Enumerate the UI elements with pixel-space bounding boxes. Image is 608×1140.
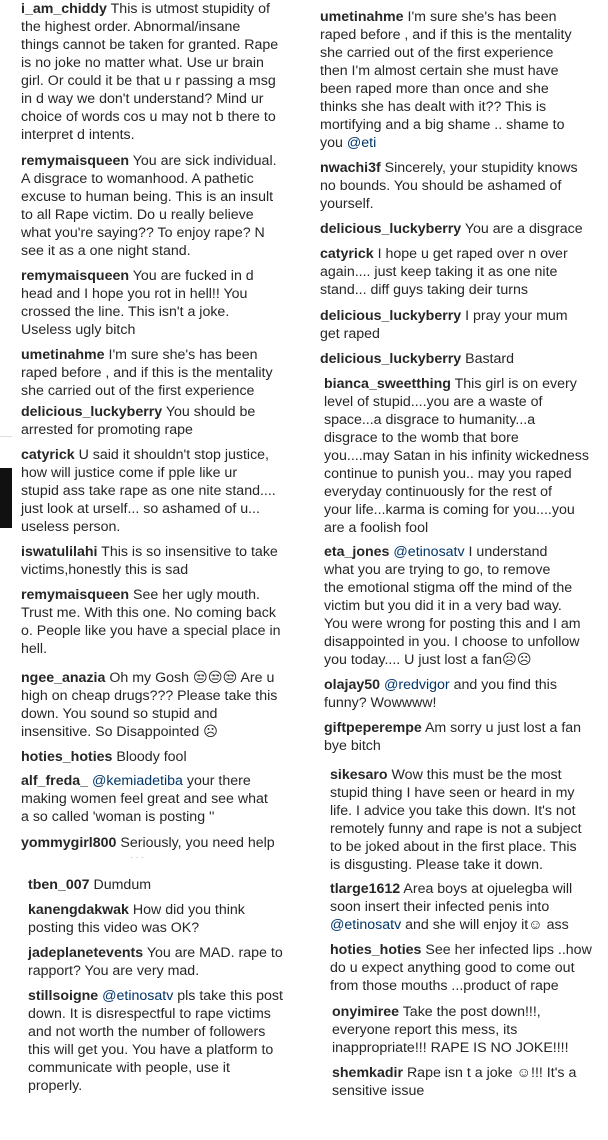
comment-text: You should be arrested for promoting rape: [21, 404, 256, 438]
comment-username[interactable]: i_am_chiddy: [21, 1, 107, 17]
comment-username[interactable]: umetinahme: [21, 347, 105, 363]
comment-text: I pray your mum get raped: [320, 308, 568, 342]
comment-text: Rape isn t a joke ☺!!! It's a sensitive issue: [332, 1065, 577, 1099]
comment-username[interactable]: catyrick: [320, 246, 374, 262]
comment-text: You are sick individual. A disgrace to womanhood. A pathetic excuse to human being. This is an insult to all Rape victim. Do u really believe what you're saying?? To enjoy rape? N see it as a one night stand.: [21, 153, 277, 259]
edge-fragment: [0, 468, 12, 528]
comment-text: Sincerely, your stupidity knows no bounds. You should be ashamed of yourself.: [320, 160, 578, 212]
comment: [28, 901, 300, 937]
comment-username[interactable]: nwachi3f: [320, 160, 381, 176]
comment: [320, 307, 600, 343]
comment-username[interactable]: umetinahme: [320, 9, 404, 25]
comment: [21, 586, 301, 658]
comment: [330, 880, 600, 934]
comment: [324, 719, 600, 755]
comment-username[interactable]: remymaisqueen: [21, 587, 130, 603]
comment: [324, 676, 600, 712]
comment: [21, 772, 301, 826]
comment-text: U said it shouldn't stop justice, how will justice come if pple like ur stupid ass take rape as one nite stand.... just look at urself... so ashamed of u... useless person.: [21, 447, 276, 535]
comment-text: Bloody fool: [116, 749, 187, 765]
comment: [28, 944, 300, 980]
comment-mention[interactable]: @etinosatv: [102, 988, 174, 1004]
comment: [21, 267, 301, 339]
comment-mention[interactable]: @eti: [346, 135, 377, 151]
comment-text: Bastard: [465, 351, 515, 367]
comment-text: and you find this funny? Wowwww!: [324, 677, 557, 711]
comment-username[interactable]: catyrick: [21, 447, 75, 463]
divider: [0, 436, 12, 437]
comment: [21, 152, 301, 260]
comment-username[interactable]: shemkadir: [332, 1065, 403, 1081]
comment-username[interactable]: tlarge1612: [330, 881, 401, 897]
comment-text: I'm sure she's has been raped before , and if this is the mentality she carried out of the first experience: [21, 347, 273, 399]
comment-username[interactable]: olajay50: [324, 677, 381, 693]
comment-username[interactable]: alf_freda_: [21, 773, 89, 789]
comment: [332, 1064, 600, 1100]
comment-text: You are a disgrace: [464, 221, 583, 237]
comment-username[interactable]: remymaisqueen: [21, 268, 130, 284]
comment-username[interactable]: hoties_hoties: [330, 942, 422, 958]
comment: [21, 669, 301, 741]
comment-username[interactable]: sikesaro: [330, 767, 388, 783]
comment: [330, 941, 600, 995]
comment: [21, 543, 301, 579]
comment-text: This girl is on every level of stupid....you are a waste of space...a disgrace to humanity...a disgrace to the womb that bore you....may Satan in his infinity wickedness continue to punish you.. may you raped everyday continuously for the rest of your life...karma is coming for you....you are a foolish fool: [324, 376, 589, 536]
comment-mention[interactable]: @etinosatv: [330, 917, 402, 933]
comment-username[interactable]: kanengdakwak: [28, 902, 129, 918]
comment-text: You are MAD. rape to rapport? You are very mad.: [28, 945, 283, 979]
comment-username[interactable]: hoties_hoties: [21, 749, 113, 765]
comment-username[interactable]: tben_007: [28, 877, 90, 893]
comment: [21, 748, 301, 766]
comment: [320, 350, 600, 368]
comment-text: Wow this must be the most stupid thing I have seen or heard in my life. I advice you take this down. It's not remotely funny and rape is not a subject to be joked about in the first place. This is disgusting. Please take it down.: [330, 767, 582, 873]
comment-mention[interactable]: @kemiadetiba: [91, 773, 183, 789]
comment-mention[interactable]: @etinosatv: [393, 544, 465, 560]
comment-mention[interactable]: @redvigor: [383, 677, 450, 693]
comment: [21, 403, 301, 439]
comment-username[interactable]: delicious_luckyberry: [21, 404, 163, 420]
comment-text: Oh my Gosh 😒😒😒 Are u high on cheap drugs??? Please take this down. You sound so stupid and insensitive. So Disappointed ☹: [21, 670, 278, 740]
comment-text: Am sorry u just lost a fan bye bitch: [324, 720, 582, 754]
comment: [332, 1003, 600, 1057]
divider-dots: ···: [130, 852, 146, 863]
comment: [21, 0, 301, 144]
comment-text: How did you think posting this video was OK?: [28, 902, 245, 936]
comment: [320, 220, 600, 238]
comment-text: I hope u get raped over n over again.... just keep taking it as one nite stand... diff guys taking deir turns: [320, 246, 568, 298]
comment-text: I understand what you are trying to go, to remove the emotional stigma off the mind of the victim but you did it in a very bad way. You were wrong for posting this and I am disappointed in you. I choose to unfollow you today.... U just lost a fan☹☹: [324, 544, 581, 668]
comment-text: Dumdum: [93, 877, 152, 893]
comment-username[interactable]: delicious_luckyberry: [320, 221, 462, 237]
comment-username[interactable]: delicious_luckyberry: [320, 351, 462, 367]
comment-username[interactable]: onyimiree: [332, 1004, 400, 1020]
comment: [324, 375, 600, 537]
comment: [320, 245, 600, 299]
comment-text: Area boys at ojuelegba will soon insert their infected penis into: [330, 881, 573, 915]
comment: [324, 543, 600, 669]
comment: [21, 834, 301, 852]
comment: [320, 8, 600, 152]
comment-text: your there making women feel great and see what a so called 'woman is posting '': [21, 773, 268, 825]
comment-text: Take the post down!!!, everyone report this mess, its inappropriate!!! RAPE IS NO JOKE!!!!: [332, 1004, 569, 1056]
comment-username[interactable]: eta_jones: [324, 544, 390, 560]
comment: [330, 766, 600, 874]
comment: [28, 987, 300, 1095]
comment-text: pls take this post down. It is disrespectful to rape victims and not worth the number of followers this will get you. You have a platform to communicate with people, use it properly.: [28, 988, 283, 1094]
comment-text: Seriously, you need help: [120, 835, 275, 851]
comment-username[interactable]: stillsoigne: [28, 988, 99, 1004]
comment-username[interactable]: yommygirl800: [21, 835, 117, 851]
comment-username[interactable]: ngee_anazia: [21, 670, 106, 686]
comment-text: This is so insensitive to take victims,honestly this is sad: [21, 544, 278, 578]
comment: [21, 346, 301, 400]
comment-username[interactable]: iswatulilahi: [21, 544, 98, 560]
comment: [28, 876, 300, 894]
comment-text: You are fucked in d head and I hope you rot in hell!! You crossed the line. This isn't a joke. Useless ugly bitch: [21, 268, 254, 338]
comment-username[interactable]: delicious_luckyberry: [320, 308, 462, 324]
comment-username[interactable]: remymaisqueen: [21, 153, 130, 169]
comment-username[interactable]: giftpeperempe: [324, 720, 422, 736]
comment-text: See her ugly mouth. Trust me. With this one. No coming back o. People like you have a special place in hell.: [21, 587, 281, 657]
comment-username[interactable]: jadeplanetevents: [28, 945, 144, 961]
comment-text: This is utmost stupidity of the highest order. Abnormal/insane things cannot be taken for granted. Rape is no joke no matter what. Use ur brain girl. Or could it be that u r passing a msg in d way we don't understand? Mind ur choice of words cos u may not b there to interpret d intents.: [21, 1, 279, 143]
comment-text: and she will enjoy it☺ ass: [405, 917, 569, 933]
comment-text: See her infected lips ..how do u expect anything good to come out from those mouths ...product of rape: [330, 942, 592, 994]
comment-text: I'm sure she's has been raped before , and if this is the mentality she carried out of the first experience then I'm almost certain she must have been raped more than once and she thinks she has dealt with it?? This is mortifying and a big shame .. shame to you: [320, 9, 572, 151]
comment: [320, 159, 600, 213]
comment: [21, 446, 301, 536]
comment-username[interactable]: bianca_sweetthing: [324, 376, 451, 392]
